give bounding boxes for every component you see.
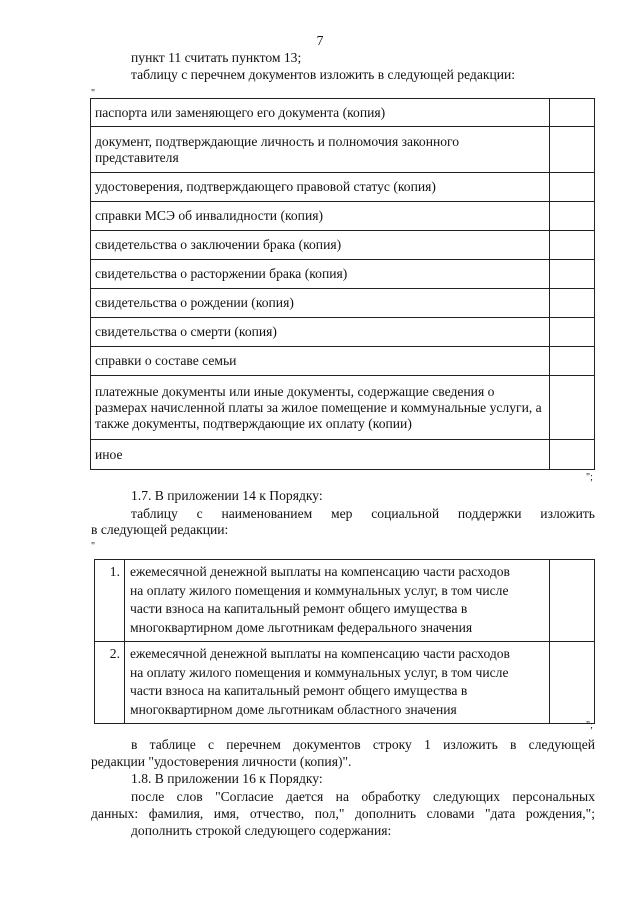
measure-line: ежемесячной денежной выплаты на компенсацию части расходов [130,646,510,661]
table-cell: свидетельства о заключении брака (копия) [91,231,550,260]
table-row [91,127,595,173]
table-row [91,202,595,231]
paragraph-3: дополнить строкой следующего содержания: [131,823,392,838]
measure-line: ежемесячной денежной выплаты на компенсацию части расходов [130,564,510,579]
paragraph-2-line-2: данных: фамилия, имя, отчество, пол," дополнить словами "дата рождения,"; [91,806,595,821]
measure-line: на оплату жилого помещения и коммунальных услуг, в том числе [130,582,509,598]
table-row [95,560,595,642]
table-cell: паспорта или заменяющего его документа (копия) [91,99,550,127]
table-row [91,440,595,470]
table-row [91,173,595,202]
close-quote-1: "; [586,472,593,483]
paragraph-line-1: в таблице с перечнем документов строку 1 изложить в следующей [131,737,595,752]
measure-line: многоквартирном доме льготникам областного значения [130,701,457,717]
table-cell: справки МСЭ об инвалидности (копия) [91,202,550,231]
table-cell [125,560,550,642]
close-quote-2: "; [586,720,593,731]
table-cell: справки о составе семьи [91,347,550,376]
measure-line: части взноса на капитальный ремонт общего имущества в [130,683,468,698]
paragraph-2-line-1: после слов "Согласие дается на обработку следующих персональных [131,789,595,804]
table-cell: свидетельства о смерти (копия) [91,318,550,347]
table-cell [125,642,550,724]
table-row [91,347,595,376]
documents-table [90,98,595,470]
open-quote-2: " [91,541,96,552]
section-1-7-text-2: в следующей редакции: [91,522,229,537]
table-cell: свидетельства о рождении (копия) [91,289,550,318]
table-row [91,99,595,127]
table-row [91,231,595,260]
section-1-8-heading: 1.8. В приложении 16 к Порядку: [131,771,323,786]
open-quote-1: " [91,88,96,99]
table-row [91,260,595,289]
measures-table [94,559,595,724]
row-number: 1. [95,560,125,642]
table-row [91,318,595,347]
table-cell: свидетельства о расторжении брака (копия) [91,260,550,289]
measure-line: многоквартирном доме льготникам федерального значения [130,619,473,635]
table-row [91,289,595,318]
measure-line: части взноса на капитальный ремонт общего имущества в [130,601,468,616]
table-cell: документ, подтверждающие личность и полномочия законного представителя [91,127,550,173]
table-cell: иное [91,440,550,470]
page-number: 7 [316,33,324,48]
table-row [91,376,595,440]
measure-line: на оплату жилого помещения и коммунальных услуг, в том числе [130,664,509,680]
intro-line-2: таблицу с перечнем документов изложить в следующей редакции: [131,67,516,82]
section-1-7-heading: 1.7. В приложении 14 к Порядку: [131,488,323,503]
row-number: 2. [95,642,125,724]
table-cell: платежные документы или иные документы, содержащие сведения о размерах начисленной платы за жилое помещение и коммунальные услуги, а также документы, подтверждающие их оплату (копии) [91,376,550,440]
table-cell: удостоверения, подтверждающего правовой статус (копия) [91,173,550,202]
section-1-7-text-1: таблицу с наименованием мер социальной поддержки изложить [131,506,595,521]
intro-line-1: пункт 11 считать пунктом 13; [131,50,302,65]
paragraph-line-2: редакции "удостоверения личности (копия)". [91,754,352,769]
table-row [95,642,595,724]
